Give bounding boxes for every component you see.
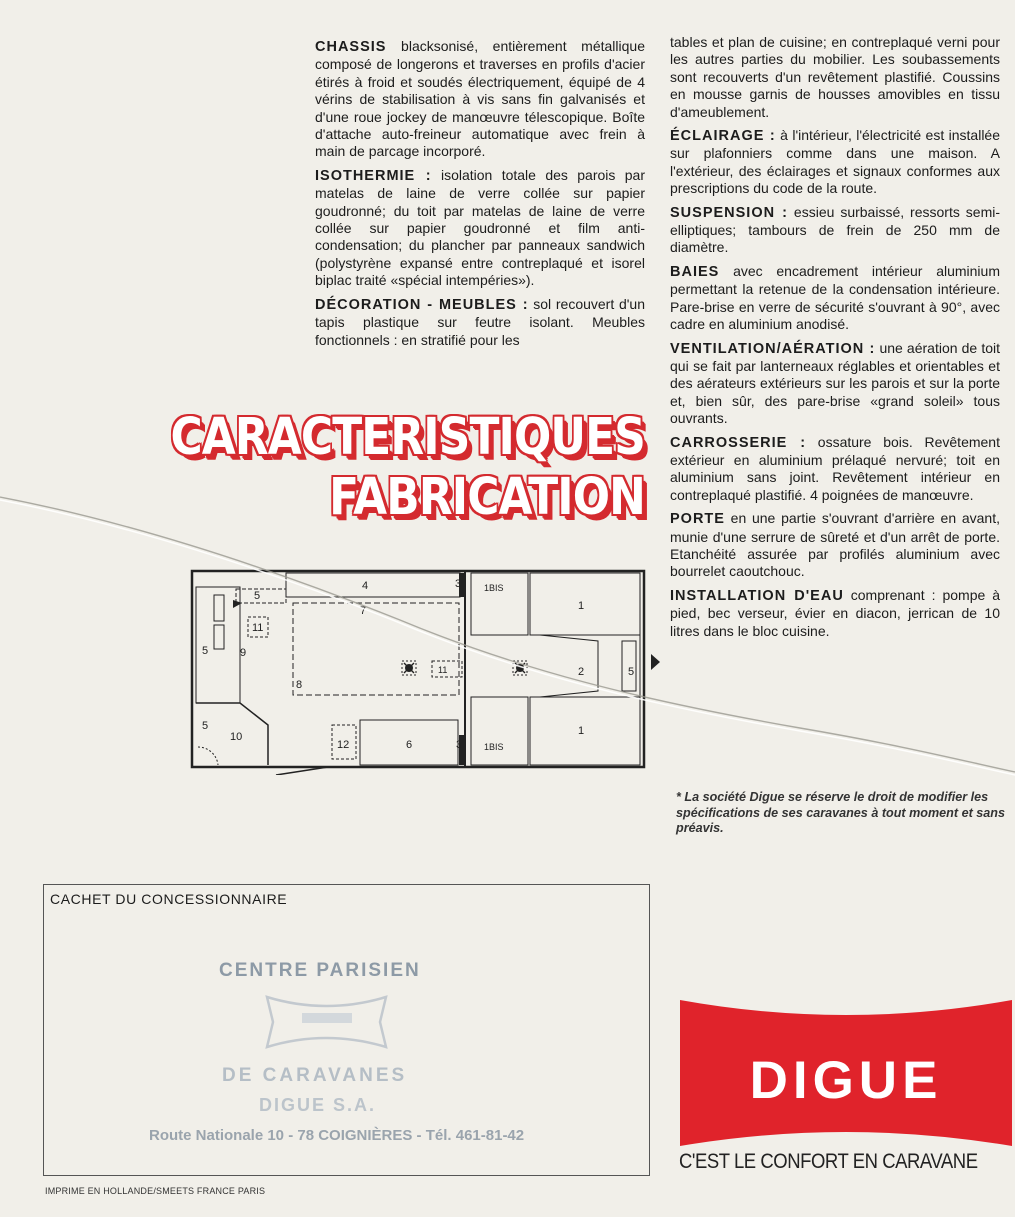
digue-logo [680,1000,1012,1151]
bed-1bis-bottom [471,697,528,765]
headline [163,408,645,528]
headline-line2: FABRICATION [329,468,645,527]
kitchen-sink [214,595,224,621]
spec-text: comprenant : pompe à pied, bec verseur, évier en diacon, jerrican de 10 litres dans le bloc cuisine. [670,586,1000,639]
spec-text: une aération de toit qui se fait par lanterneaux réglables et orientables et des aérateurs extérieurs sur les parois et sur la porte et, bien sûr, des pare-brise «grand soleil» tous ouvrants. [670,339,1000,427]
spec-text: isolation totale des parois par matelas de laine de verre collée sur papier goudronné; du toit par matelas de laine de verre collée sur papier goudronné et film anti-condensation; du plancher par panneaux sandwich (polystyrène expansé entre contreplaqué et isorel biplac traité «spécial intempéries»). [315,166,645,289]
disclaimer: * La société Digue se réserve le droit de modifier les spécifications de ses caravanes à tout moment et sans préavis. [676,790,1005,836]
plan-label: 1BIS [484,742,504,752]
spec-heading: CHASSIS [315,39,387,55]
stamp-emblem-icon [264,993,389,1051]
printer-note: IMPRIME EN HOLLANDE/SMEETS FRANCE PARIS [45,1186,266,1196]
specs-left-column [315,38,645,355]
spec-text: essieu surbaissé, ressorts semi-elliptiques; tambours de frein de 250 mm de diamètre. [670,203,1001,256]
spec-text: blacksonisé, entièrement métallique composé de longerons et traverses en profils d'acier étirés à froid et soudés électriquement, équipé de 4 vérins de stabilisation à vis sans fin galvanisés et d'une roue jockey de manœuvre télescopique. Boîte d'attache auto-freineur automatique avec frein à main de parcage incorporé. [315,38,645,160]
headline-line1: CARACTERISTIQUES [170,408,645,467]
plan-label: 3 [456,739,463,751]
spec-eclairage [670,127,1000,198]
bed-1-top [530,573,640,635]
spec-text: sol recouvert d'un tapis plastique sur feutre isolant. Meubles fonctionnels : en stratifié pour les [315,295,645,348]
front-seat-2 [540,635,598,697]
spec-carrosserie [670,434,1000,505]
spec-heading: DÉCORATION - MEUBLES : [315,296,529,313]
plan-label: 5 [202,720,209,732]
plan-label: 4 [362,580,369,592]
spec-porte [670,510,1000,581]
stamp-line-2: DE CARAVANES [222,1065,408,1086]
plan-label: 9 [240,647,247,659]
plan-label: 11 [252,622,264,634]
ceiling-lamp-icon [513,661,527,675]
spec-ventilation [670,340,1000,428]
plan-label: 11 [438,665,448,675]
arrow-right-icon [651,654,660,670]
dealer-stamp-box [43,884,650,1176]
slogan: C'EST LE CONFORT EN CARAVANE [679,1150,978,1173]
cabinet-4 [286,573,460,597]
logo-wordmark: DIGUE [749,1051,943,1110]
spec-suspension [670,204,1000,257]
plan-label: 1 [578,600,585,612]
spec-text: avec encadrement intérieur aluminium permettant la retenue de la condensation intérieure. Pare-brise en verre de sécurité s'ouvrant à 90°, avec cadre en aluminium anodisé. [670,262,1000,333]
spec-text: en une partie s'ouvrant d'arrière en avant, munie d'une serrure de sûreté et d'un arrêt de porte. Etanchéité assurée par profilés aluminium avec bourrelet caoutchouc. [670,510,1000,580]
spec-decoration-continued: tables et plan de cuisine; en contreplaqué verni pour les autres parties du mobilier. Les soubassements sont recouverts d'un revêtement plastifié. Coussins en mousse garnis de housses amovibles en tissu d'ameublement. [670,34,1000,120]
plan-label: 5 [628,666,635,678]
plan-label: 5 [254,590,261,602]
plan-label: 8 [296,679,303,691]
plan-label: 12 [337,739,350,751]
spec-heading: PORTE [670,511,725,528]
kitchen-stove [214,625,224,649]
bed-7-8 [293,603,459,695]
spec-chassis [315,38,645,161]
spec-isothermie [315,167,645,290]
plan-label: 2 [578,666,585,678]
cabinet-5-top [236,589,286,603]
floorplan-diagram [188,565,650,775]
plan-label: 5 [202,645,209,657]
spec-heading: INSTALLATION D'EAU [670,587,844,604]
stamp-line-1: CENTRE PARISIEN [219,960,421,981]
spec-text: ossature bois. Revêtement extérieur en aluminium prélaqué nervuré; toit en aluminium sans joint. Revêtement intérieur en contreplaqué plastifié. 4 poignées de manœuvre. [670,433,1000,503]
spec-heading: ISOTHERMIE : [315,167,432,184]
stamp-line-4: Route Nationale 10 - 78 COIGNIÈRES - Tél. 461-81-42 [149,1127,525,1144]
plan-label: 10 [230,731,243,743]
spec-text: à l'intérieur, l'électricité est installée sur plafonniers comme dans une maison. A l'extérieur, des éclairages et signaux conformes aux prescriptions du code de la route. [670,127,1000,197]
spec-heading: CARROSSERIE : [670,434,807,451]
spec-heading: BAIES [670,263,720,280]
spec-eau [670,587,1000,640]
plan-label: 1BIS [484,583,504,593]
ceiling-lamp-icon [402,661,416,675]
specs-right-column [670,34,1000,646]
plan-label: 3 [455,578,462,590]
spec-heading: ÉCLAIRAGE : [670,128,776,145]
plan-label: 6 [406,739,413,751]
spec-heading: VENTILATION/AÉRATION : [670,340,876,357]
spec-baies [670,263,1000,334]
spec-decoration [315,296,645,349]
stamp-line-3: DIGUE S.A. [259,1095,377,1115]
stamp-box-title: CACHET DU CONCESSIONNAIRE [50,891,288,907]
plan-label: 7 [360,605,367,617]
bed-1-bottom [530,697,640,765]
plan-label: 1 [578,725,585,737]
spec-heading: SUSPENSION : [670,204,788,221]
